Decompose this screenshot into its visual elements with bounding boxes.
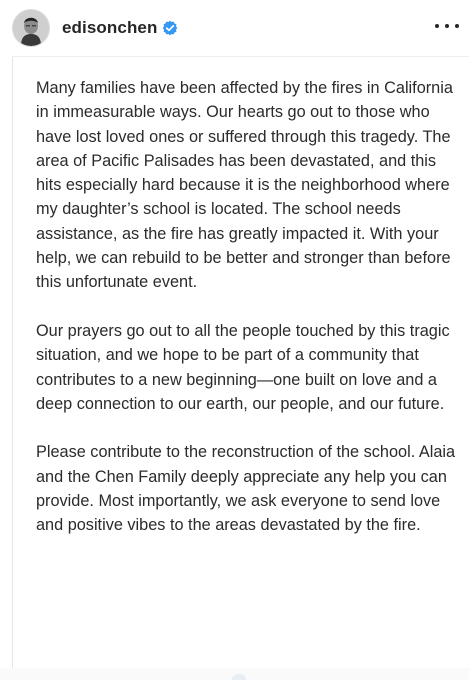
more-dot: [455, 24, 459, 28]
caption-paragraph-1: Many families have been affected by the fires in California in immeasurable ways. Our hearts go out to those who have lost loved ones or suffered through this tragedy. The area of Pacific Palisades has been devastated, and this hits especially hard because it is the neighborhood where my daughter’s school is located. The school needs assistance, as the fire has greatly impacted it. With your help, we can rebuild to be better and stronger than before this unfortunate event.: [36, 79, 453, 292]
username-link[interactable]: edisonchen: [62, 18, 158, 37]
verified-badge-icon: [162, 20, 178, 36]
post-caption: [36, 76, 461, 562]
post-header: [0, 0, 469, 56]
more-options-icon[interactable]: [435, 16, 459, 36]
username-row: [62, 17, 178, 39]
scroll-indicator: [232, 674, 246, 680]
more-dot: [435, 24, 439, 28]
profile-photo-icon[interactable]: [12, 9, 50, 47]
more-dot: [445, 24, 449, 28]
caption-paragraph-3: Please contribute to the reconstruction of the school. Alaia and the Chen Family deeply appreciate any help you can provide. Most importantly, we ask everyone to send love and positive vibes to the areas devastated by the fire.: [36, 443, 456, 535]
caption-paragraph-2: Our prayers go out to all the people touched by this tragic situation, and we hope to be part of a community that contributes to a new beginning—one built on love and a deep connection to our earth, our people, and our future.: [36, 321, 450, 413]
